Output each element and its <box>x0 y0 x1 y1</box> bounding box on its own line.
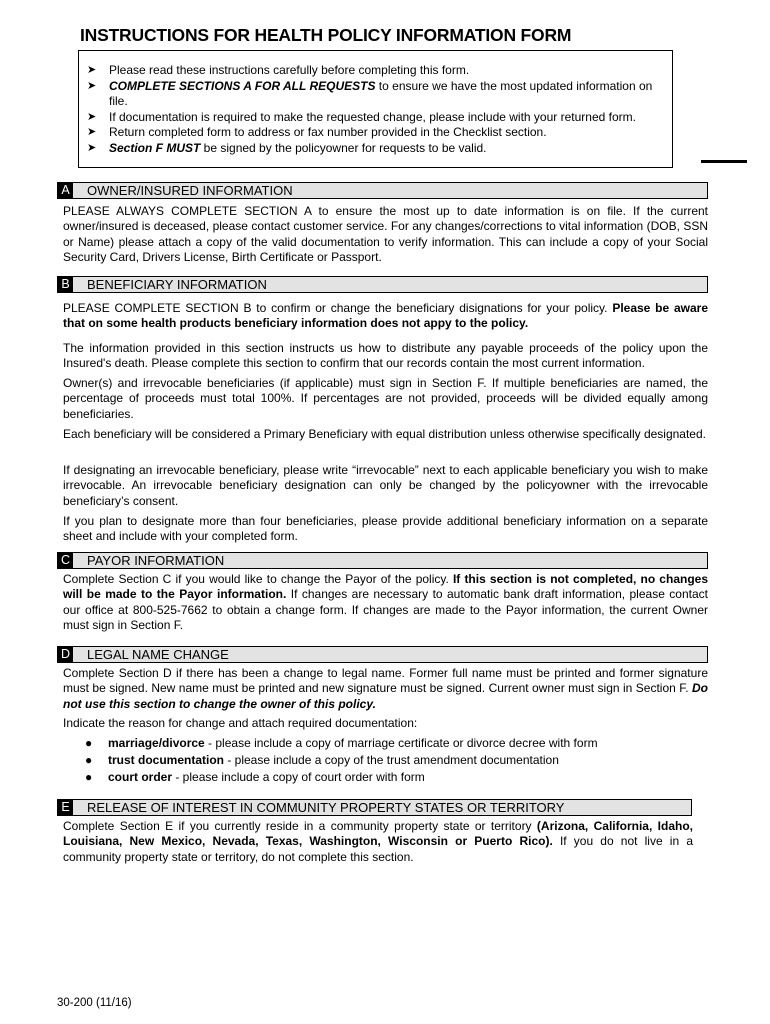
intro-item: ➤ Return completed form to address or fax number provided in the Checklist section. <box>87 125 547 139</box>
intro-item: ➤ If documentation is required to make the requested change, please include with your returned form. <box>87 109 636 124</box>
section-b-intro: PLEASE COMPLETE SECTION B to confirm or change the beneficiary disignations for your policy. Please be aware that on some health products beneficiary information does not appy to the policy. <box>63 301 708 331</box>
page-title: INSTRUCTIONS FOR HEALTH POLICY INFORMATION FORM <box>80 25 572 45</box>
section-title: BENEFICIARY INFORMATION <box>87 277 267 292</box>
section-letter: B <box>58 277 73 292</box>
section-e-header <box>57 799 692 816</box>
section-title: OWNER/INSURED INFORMATION <box>87 183 293 198</box>
section-title: PAYOR INFORMATION <box>87 553 225 568</box>
intro-item: ➤ COMPLETE SECTIONS A FOR ALL REQUESTS to ensure we have the most updated information on file. <box>87 78 653 108</box>
section-e-text: Complete Section E if you currently reside in a community property state or territory (Arizona, California, Idaho, Louisiana, New Mexico, Nevada, Texas, Washington, Wisconsin or Puerto Rico). If you do not live in a community property state or territory, do not complete this section. <box>63 819 693 864</box>
intro-item: ➤ Please read these instructions carefully before completing this form. <box>87 63 470 77</box>
section-b-header <box>57 276 708 293</box>
section-d-instruction: Indicate the reason for change and attach required documentation: <box>63 716 418 730</box>
arrow-bullet-icon: ➤ <box>87 126 97 138</box>
arrow-bullet-icon: ➤ <box>87 141 97 154</box>
section-a-header <box>57 182 708 199</box>
reason-list <box>63 735 703 787</box>
section-b-paragraph: Owner(s) and irrevocable beneficiaries (if applicable) must sign in Section F. If multiple beneficiaries are named, the percentage of proceeds must total 100%. If percentages are not provided, proceeds will be divided equally among beneficiaries. <box>63 376 708 421</box>
section-title: RELEASE OF INTEREST IN COMMUNITY PROPERTY STATES OR TERRITORY <box>87 800 565 815</box>
form-number: 30-200 (11/16) <box>57 997 132 1009</box>
list-item: ● trust documentation - please include a copy of the trust amendment documentation <box>63 752 703 769</box>
section-a-text: PLEASE ALWAYS COMPLETE SECTION A to ensure the most up to date information is on file. If the current owner/insured is deceased, please contact customer service. For any changes/corrections to vital information (DOB, SSN or Name) please attach a copy of the valid documentation to verify information. This can include a copy of your Social Security Card, Drivers License, Birth Certificate or Passport. <box>63 204 708 264</box>
section-b-paragraph: The information provided in this section instructs us how to distribute any payable proceeds of the policy upon the Insured's death. Please complete this section to confirm that our records contain the most current information. <box>63 341 708 371</box>
section-letter: A <box>58 183 73 198</box>
section-b-paragraph: If you plan to designate more than four beneficiaries, please provide additional beneficiary information on a separate sheet and include with your completed form. <box>63 514 708 544</box>
arrow-bullet-icon: ➤ <box>87 110 97 123</box>
bullet-icon: ● <box>85 736 93 750</box>
section-letter: E <box>58 800 73 815</box>
section-b-paragraph: Each beneficiary will be considered a Primary Beneficiary with equal distribution unless otherwise specifically designated. <box>63 427 706 441</box>
section-c-header <box>57 552 708 569</box>
decorative-rule <box>701 160 747 163</box>
section-c-text: Complete Section C if you would like to change the Payor of the policy. If this section is not completed, no changes will be made to the Payor information. If changes are necessary to automatic bank draft information, please contact our office at 800-525-7662 to obtain a change form. If changes are made to the Payor information, the current Owner must sign in Section F. <box>63 572 708 632</box>
section-d-header <box>57 646 708 663</box>
list-item: ● court order - please include a copy of court order with form <box>63 769 703 786</box>
section-b-paragraph: If designating an irrevocable beneficiary, please write “irrevocable” next to each applicable beneficiary you wish to make irrevocable. An irrevocable beneficiary designation can only be changed by the policyowner with the irrevocable beneficiary’s consent. <box>63 463 708 508</box>
section-letter: C <box>58 553 73 568</box>
section-d-text: Complete Section D if there has been a change to legal name. Former full name must be printed and former signature must be signed. New name must be printed and new signature must be signed. Current owner must sign in Section F. Do not use this section to change the owner of this policy. <box>63 666 708 711</box>
bullet-icon: ● <box>85 753 93 768</box>
bullet-icon: ● <box>85 770 93 785</box>
section-title: LEGAL NAME CHANGE <box>87 647 229 662</box>
arrow-bullet-icon: ➤ <box>87 64 97 76</box>
arrow-bullet-icon: ➤ <box>87 79 97 92</box>
list-item: ● marriage/divorce - please include a copy of marriage certificate or divorce decree with form <box>63 735 703 752</box>
intro-item: ➤ Section F MUST be signed by the policyowner for requests to be valid. <box>87 140 487 155</box>
section-letter: D <box>58 647 73 662</box>
intro-instructions-box <box>78 50 673 168</box>
